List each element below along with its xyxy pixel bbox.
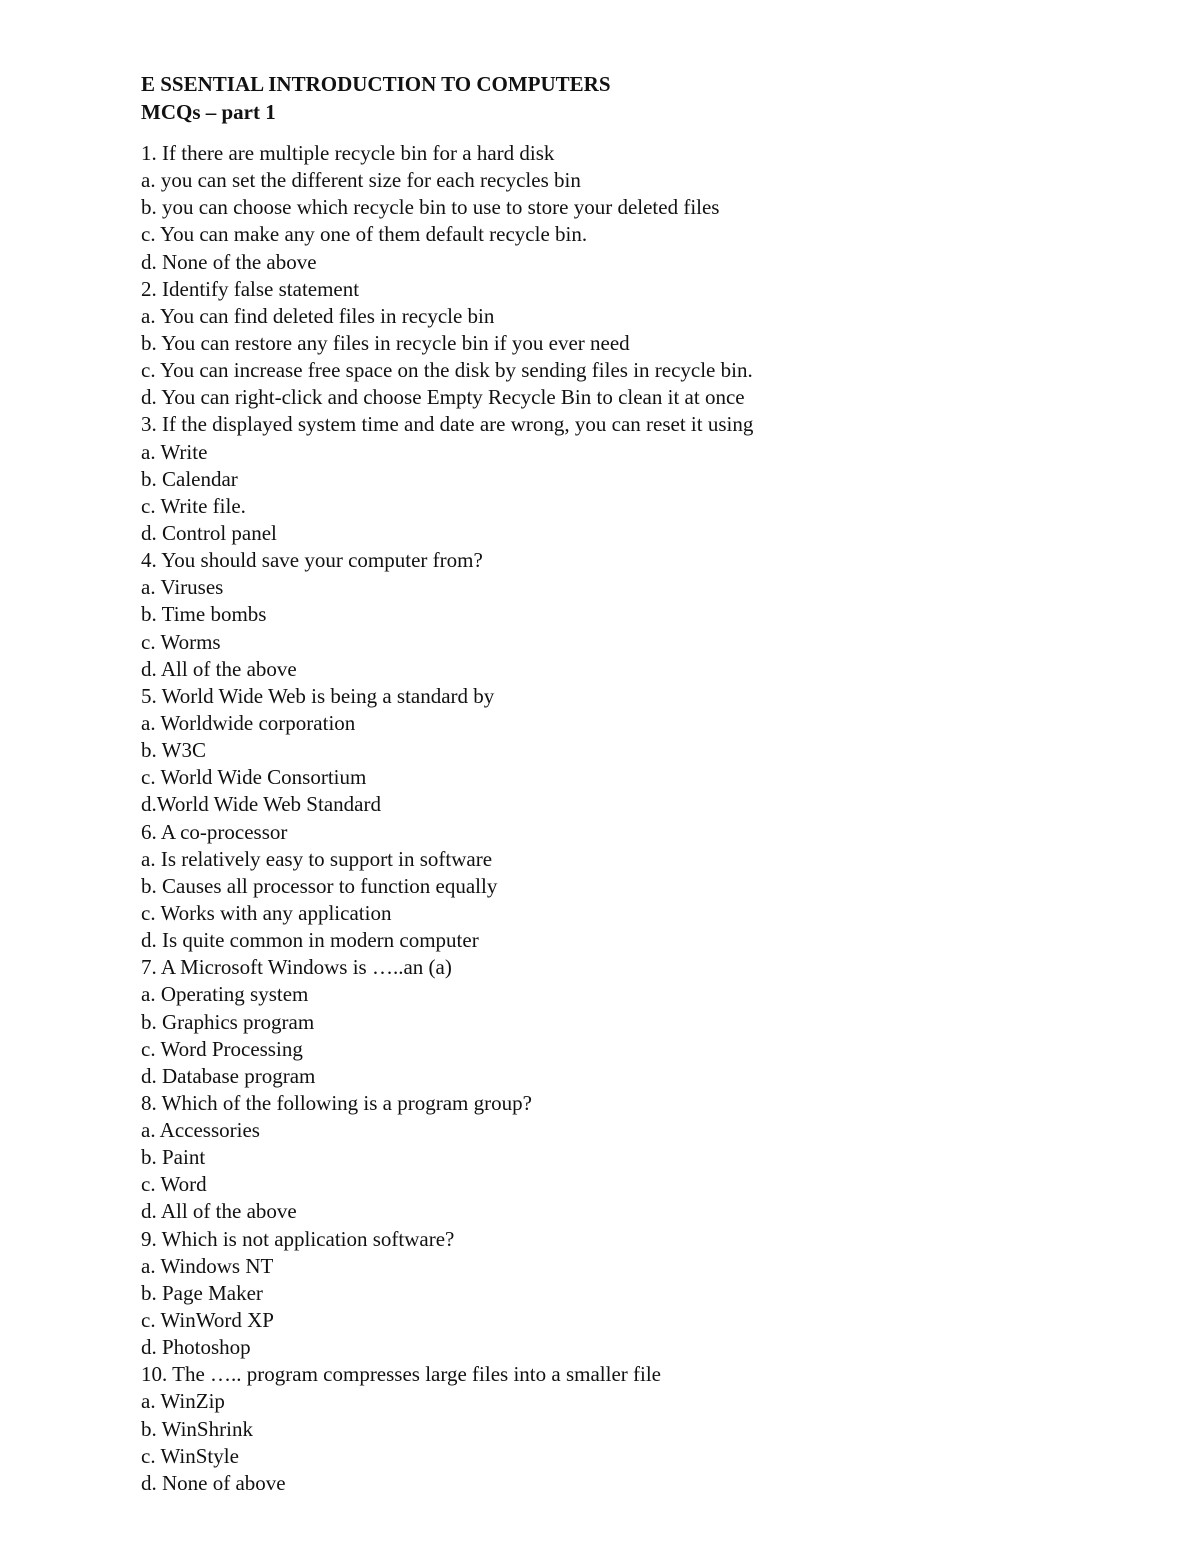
answer-option: b. Calendar — [141, 466, 238, 491]
question-text: 4. You should save your computer from? — [141, 548, 483, 573]
answer-option: a. Write — [141, 439, 208, 464]
question-text: 5. World Wide Web is being a standard by — [141, 683, 495, 708]
answer-option: d. Control panel — [141, 520, 277, 545]
question-text: 7. A Microsoft Windows is …..an (a) — [141, 955, 452, 980]
answer-option: b. you can choose which recycle bin to use to store your deleted files — [141, 195, 720, 220]
answer-option: d. All of the above — [141, 656, 297, 681]
question-text: 6. A co-processor — [141, 819, 288, 844]
answer-option: a. Windows NT — [141, 1253, 274, 1278]
question-text: 2. Identify false statement — [141, 276, 360, 301]
answer-option: d. None of the above — [141, 249, 317, 274]
answer-option: a. Is relatively easy to support in software — [141, 846, 493, 871]
document-subtitle: MCQs – part 1 — [141, 100, 276, 124]
question-block — [141, 1090, 1141, 1226]
answer-option: c. WinWord XP — [141, 1308, 274, 1333]
answer-option: c. Works with any application — [141, 900, 392, 925]
question-block — [141, 411, 1141, 547]
answer-option: b. Causes all processor to function equally — [141, 873, 498, 898]
answer-option: d. Is quite common in modern computer — [141, 928, 479, 953]
answer-option: b. Page Maker — [141, 1280, 263, 1305]
answer-option: a. Accessories — [141, 1118, 260, 1143]
answer-option: c. Word Processing — [141, 1036, 303, 1061]
question-text: 8. Which of the following is a program group? — [141, 1090, 532, 1115]
question-text: 3. If the displayed system time and date are wrong, you can reset it using — [141, 412, 754, 437]
answer-option: d.World Wide Web Standard — [141, 792, 381, 817]
answer-option: a. WinZip — [141, 1389, 225, 1414]
question-list — [141, 140, 1141, 1497]
question-text: 10. The ….. program compresses large files into a smaller file — [141, 1362, 661, 1387]
question-text: 1. If there are multiple recycle bin for a hard disk — [141, 141, 555, 165]
answer-option: a. You can find deleted files in recycle bin — [141, 303, 495, 328]
answer-option: d. All of the above — [141, 1199, 297, 1224]
answer-option: b. WinShrink — [141, 1416, 253, 1441]
question-text: 9. Which is not application software? — [141, 1226, 455, 1251]
question-block — [141, 683, 1141, 819]
answer-option: b. Paint — [141, 1145, 206, 1170]
document-title: E SSENTIAL INTRODUCTION TO COMPUTERS — [141, 72, 611, 96]
answer-option: b. You can restore any files in recycle bin if you ever need — [141, 330, 630, 355]
answer-option: c. Worms — [141, 629, 221, 654]
answer-option: d. You can right-click and choose Empty Recycle Bin to clean it at once — [141, 385, 745, 410]
answer-option: d. Photoshop — [141, 1335, 251, 1360]
answer-option: a. you can set the different size for each recycles bin — [141, 168, 581, 193]
question-block — [141, 140, 1141, 276]
answer-option: c. WinStyle — [141, 1443, 239, 1468]
question-block — [141, 1226, 1141, 1362]
answer-option: c. You can make any one of them default recycle bin. — [141, 222, 588, 247]
question-block — [141, 276, 1141, 412]
answer-option: a. Operating system — [141, 982, 309, 1007]
question-block — [141, 547, 1141, 683]
answer-option: b. W3C — [141, 738, 206, 763]
answer-option: b. Graphics program — [141, 1009, 315, 1034]
question-block — [141, 1361, 1141, 1497]
document-page — [141, 70, 1141, 1497]
answer-option: c. Write file. — [141, 493, 246, 518]
question-block — [141, 819, 1141, 955]
answer-option: d. None of above — [141, 1470, 286, 1495]
answer-option: c. Word — [141, 1172, 207, 1197]
answer-option: a. Worldwide corporation — [141, 710, 356, 735]
answer-option: a. Viruses — [141, 575, 224, 600]
question-block — [141, 954, 1141, 1090]
answer-option: c. You can increase free space on the disk by sending files in recycle bin. — [141, 358, 753, 383]
answer-option: b. Time bombs — [141, 602, 267, 627]
answer-option: d. Database program — [141, 1063, 316, 1088]
answer-option: c. World Wide Consortium — [141, 765, 367, 790]
